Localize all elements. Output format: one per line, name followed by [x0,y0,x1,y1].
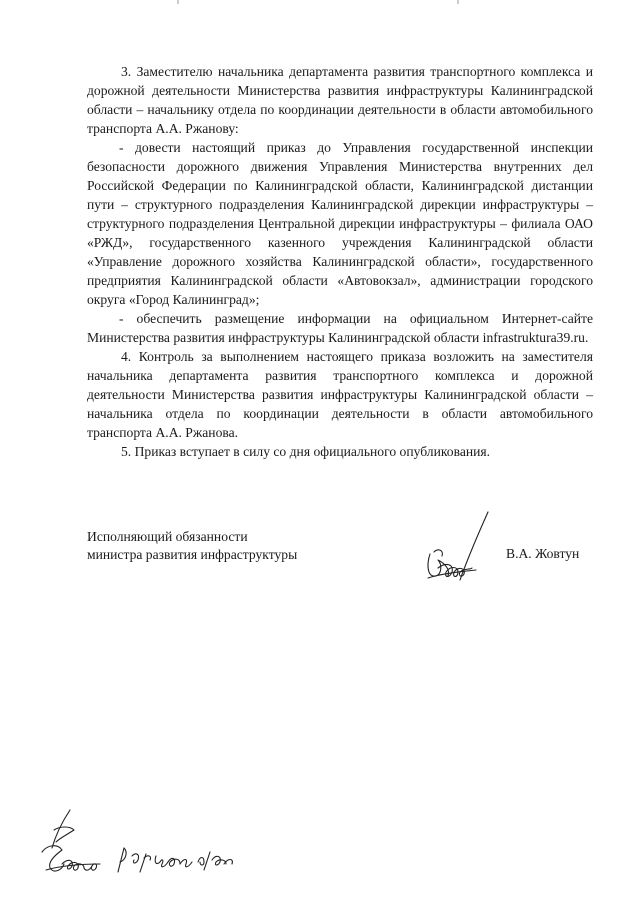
paragraph-item-5: 5. Приказ вступает в силу со дня официального опубликования. [121,444,491,459]
paragraph-item-3: 3. Заместителю начальника департамента развития транспортного комплекса и дорожной деятельности Министерства развития инфраструктуры Калининградской области – начальнику отдела по координации деятельности в области автомобильного транспорта А.А. Ржанову: [87,64,593,136]
signatory-title-line-1: Исполняющий обязанности [87,529,248,544]
paragraph-bullet-1: - довести настоящий приказ до Управления государственной инспекции безопасности дорожного движения Управления Министерства внутренних дел Российской Федерации по Калининградской области, Калининградской дистанции пути – структурного подразделения Калининградской дирекции инфраструктуры – структурного подразделения Центральной дирекции инфраструктуры – филиала ОАО «РЖД», государственного казенного учреждения Калининградской области «Управление дорожного хозяйства Калининградской области», государственного предприятия Калининградской области «Автовокзал», администрации городского округа «Город Калининград»; [87,140,593,307]
paragraph-item-4: 4. Контроль за выполнением настоящего приказа возложить на заместителя начальника департамента развития транспортного комплекса и дорожной деятельности Министерства развития инфраструктуры Калининградской области – начальника отдела по координации деятельности в области автомобильного транспорта А.А. Ржанова. [87,349,593,440]
signatory-name: В.А. Жовтун [506,546,580,561]
scan-edge-marks [0,0,640,8]
order-body [87,62,593,461]
handwritten-signature [420,508,510,590]
signatory-title-line-2: министра развития инфраструктуры [87,547,298,562]
paragraph-bullet-2: - обеспечить размещение информации на официальном Интернет-сайте Министерства развития инфраструктуры Калининградской области infrastruktura39.ru. [87,311,593,345]
handwritten-visas [40,808,250,888]
signatory-title [87,528,297,564]
